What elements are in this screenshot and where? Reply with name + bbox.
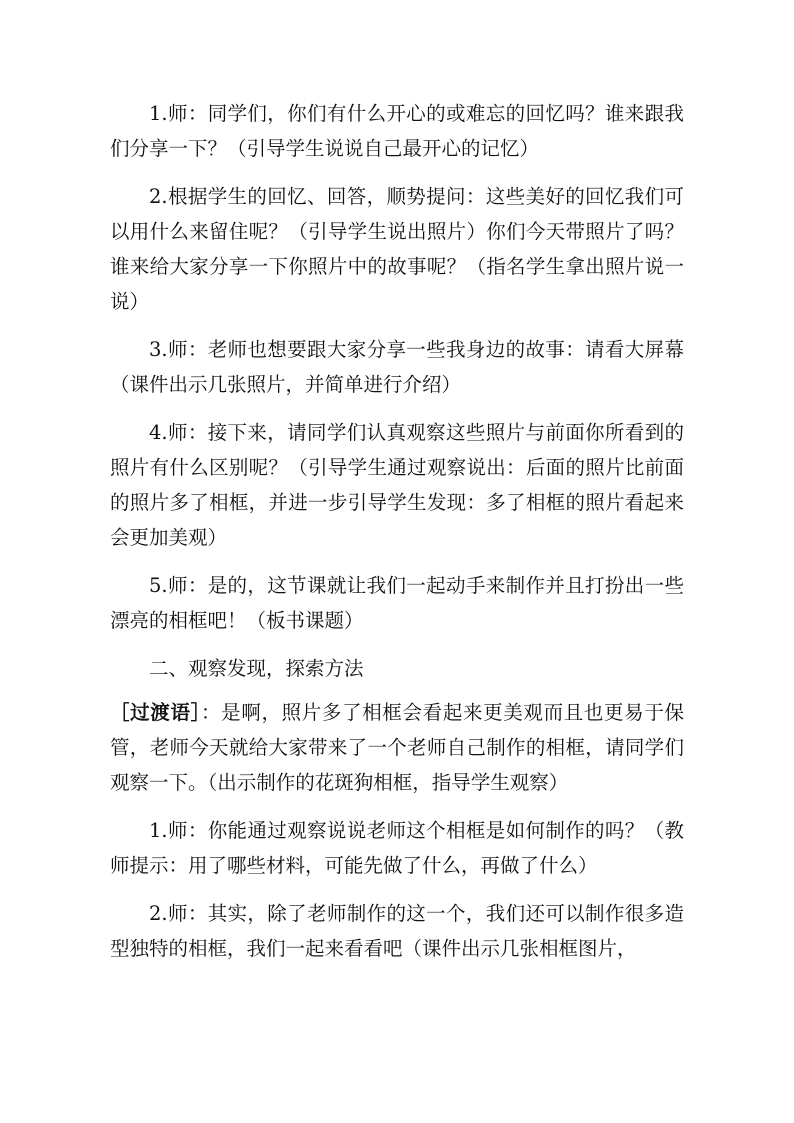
paragraph-1: 1.师：同学们，你们有什么开心的或难忘的回忆吗？谁来跟我们分享一下？（引导学生说说自己最开心的记忆） <box>110 102 684 160</box>
paragraph-6: 1.师：你能通过观察说说老师这个相框是如何制作的吗？（教师提示：用了哪些材料，可能先做了什么，再做了什么） <box>110 819 684 877</box>
section-heading: 二、观察发现，探索方法 <box>149 657 364 680</box>
transition-text: ：是啊，照片多了相框会看起来更美观而且也更易于保管，老师今天就给大家带来了一个老师自己制作的相框，请同学们观察一下。（出示制作的花斑狗相框，指导学生观察） <box>110 701 684 794</box>
paragraph-5: 5.师：是的，这节课就让我们一起动手来制作并且打扮出一些漂亮的相框吧！（板书课题） <box>110 574 684 632</box>
paragraph-7: 2.师：其实，除了老师制作的这一个，我们还可以制作很多造型独特的相框，我们一起来看看吧（课件出示几张相框图片， <box>110 902 684 960</box>
transition-paragraph <box>110 695 684 800</box>
paragraph-3: 3.师：老师也想要跟大家分享一些我身边的故事：请看大屏幕（课件出示几张照片，并简单进行介绍） <box>110 338 684 396</box>
transition-label: ［过渡语］ <box>110 701 202 724</box>
paragraph-4: 4.师：接下来，请同学们认真观察这些照片与前面你所看到的照片有什么区别呢？（引导学生通过观察说出：后面的照片比前面的照片多了相框，并进一步引导学生发现：多了相框的照片看起来会更加美观） <box>110 421 684 549</box>
paragraph-2: 2.根据学生的回忆、回答，顺势提问：这些美好的回忆我们可以用什么来留住呢？（引导学生说出照片）你们今天带照片了吗？谁来给大家分享一下你照片中的故事呢？（指名学生拿出照片说一说） <box>110 185 684 313</box>
